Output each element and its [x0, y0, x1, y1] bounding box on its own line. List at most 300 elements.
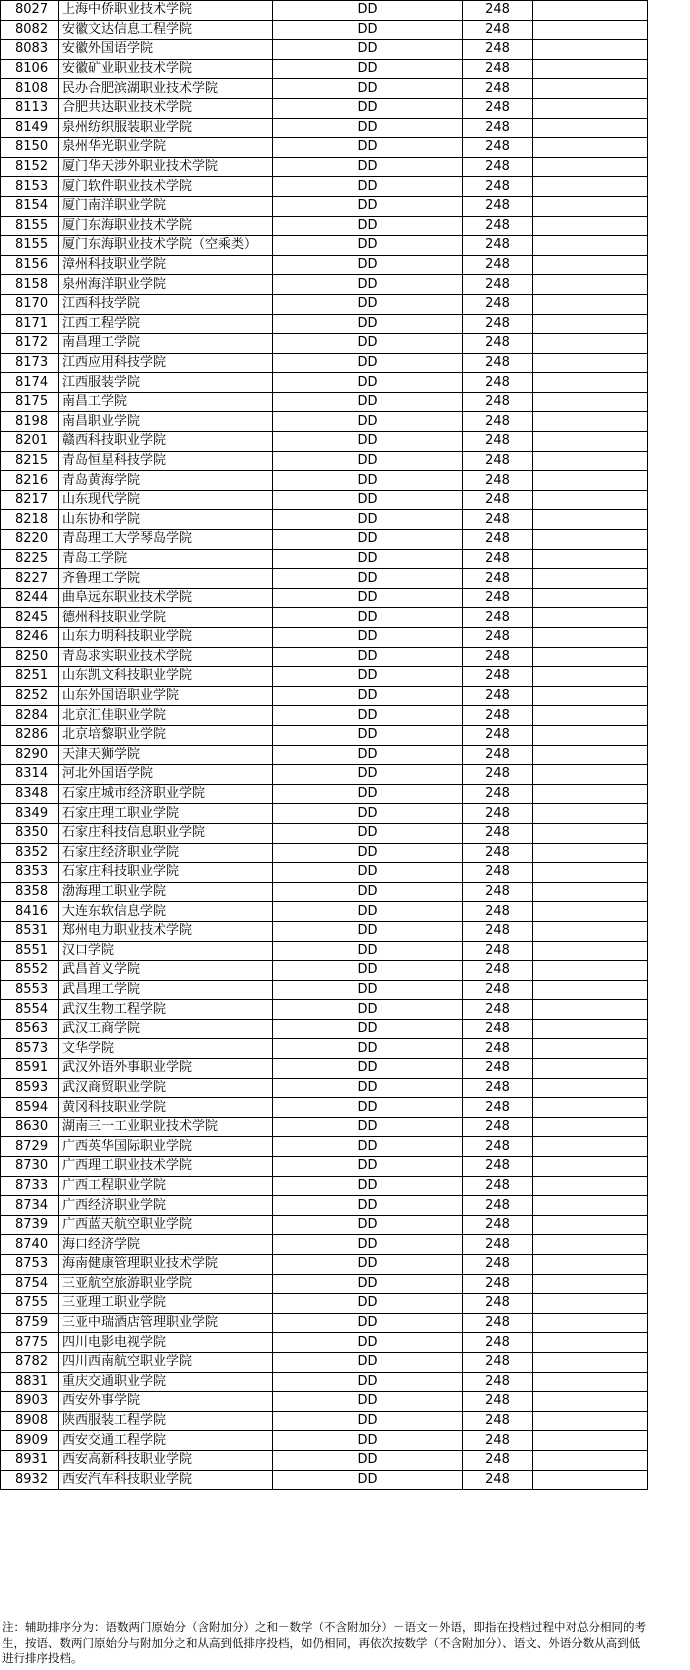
college-name-cell: 广西工程职业学院 [59, 1176, 273, 1196]
remark-cell [533, 510, 648, 530]
batch-cell: DD [273, 549, 463, 569]
score-cell: 248 [463, 1137, 533, 1157]
college-name-cell: 海口经济学院 [59, 1235, 273, 1255]
table-row [1, 20, 648, 40]
college-name-cell: 南昌理工学院 [59, 334, 273, 354]
college-name-cell: 大连东软信息学院 [59, 902, 273, 922]
college-code-cell: 8155 [1, 236, 59, 256]
college-name-cell: 西安高新科技职业学院 [59, 1450, 273, 1470]
batch-cell: DD [273, 784, 463, 804]
remark-cell [533, 177, 648, 197]
table-row [1, 882, 648, 902]
college-code-cell: 8174 [1, 373, 59, 393]
college-code-cell: 8552 [1, 961, 59, 981]
college-name-cell: 广西英华国际职业学院 [59, 1137, 273, 1157]
college-code-cell: 8201 [1, 432, 59, 452]
college-name-cell: 漳州科技职业学院 [59, 255, 273, 275]
college-name-cell: 山东现代学院 [59, 490, 273, 510]
batch-cell: DD [273, 59, 463, 79]
batch-cell: DD [273, 745, 463, 765]
batch-cell: DD [273, 902, 463, 922]
college-code-cell: 8593 [1, 1078, 59, 1098]
table-row [1, 1019, 648, 1039]
college-name-cell: 三亚中瑞酒店管理职业学院 [59, 1313, 273, 1333]
college-code-cell: 8156 [1, 255, 59, 275]
remark-cell [533, 1450, 648, 1470]
remark-cell [533, 79, 648, 99]
remark-cell [533, 1294, 648, 1314]
table-row [1, 1235, 648, 1255]
table-row [1, 216, 648, 236]
table-row [1, 530, 648, 550]
table-row [1, 40, 648, 60]
remark-cell [533, 118, 648, 138]
college-code-cell: 8198 [1, 412, 59, 432]
batch-cell: DD [273, 20, 463, 40]
college-code-cell: 8739 [1, 1215, 59, 1235]
college-code-cell: 8113 [1, 98, 59, 118]
college-name-cell: 青岛黄海学院 [59, 471, 273, 491]
table-row [1, 784, 648, 804]
college-code-cell: 8108 [1, 79, 59, 99]
remark-cell [533, 1019, 648, 1039]
batch-cell: DD [273, 725, 463, 745]
score-cell: 248 [463, 294, 533, 314]
remark-cell [533, 804, 648, 824]
college-code-cell: 8220 [1, 530, 59, 550]
college-code-cell: 8630 [1, 1117, 59, 1137]
college-code-cell: 8416 [1, 902, 59, 922]
college-name-cell: 海南健康管理职业技术学院 [59, 1255, 273, 1275]
batch-cell: DD [273, 138, 463, 158]
table-row [1, 1274, 648, 1294]
remark-cell [533, 392, 648, 412]
table-row [1, 1, 648, 21]
table-row [1, 765, 648, 785]
table-row [1, 745, 648, 765]
table-row [1, 902, 648, 922]
college-code-cell: 8172 [1, 334, 59, 354]
remark-cell [533, 588, 648, 608]
college-code-cell: 8591 [1, 1059, 59, 1079]
batch-cell: DD [273, 1019, 463, 1039]
remark-cell [533, 1431, 648, 1451]
batch-cell: DD [273, 1470, 463, 1490]
college-code-cell: 8251 [1, 667, 59, 687]
batch-cell: DD [273, 40, 463, 60]
table-row [1, 1470, 648, 1490]
score-cell: 248 [463, 255, 533, 275]
batch-cell: DD [273, 530, 463, 550]
table-row [1, 118, 648, 138]
score-cell: 248 [463, 647, 533, 667]
college-name-cell: 重庆交通职业学院 [59, 1372, 273, 1392]
table-row [1, 1411, 648, 1431]
table-row [1, 863, 648, 883]
score-cell: 248 [463, 667, 533, 687]
college-code-cell: 8755 [1, 1294, 59, 1314]
batch-cell: DD [273, 255, 463, 275]
score-cell: 248 [463, 725, 533, 745]
score-cell: 248 [463, 1176, 533, 1196]
remark-cell [533, 255, 648, 275]
score-cell: 248 [463, 392, 533, 412]
college-name-cell: 北京培黎职业学院 [59, 725, 273, 745]
batch-cell: DD [273, 177, 463, 197]
remark-cell [533, 236, 648, 256]
college-code-cell: 8225 [1, 549, 59, 569]
college-name-cell: 青岛恒星科技学院 [59, 451, 273, 471]
batch-cell: DD [273, 471, 463, 491]
college-code-cell: 8350 [1, 823, 59, 843]
batch-cell: DD [273, 1059, 463, 1079]
college-code-cell: 8175 [1, 392, 59, 412]
batch-cell: DD [273, 1000, 463, 1020]
score-cell: 248 [463, 765, 533, 785]
college-name-cell: 德州科技职业学院 [59, 608, 273, 628]
table-row [1, 373, 648, 393]
score-cell: 248 [463, 1, 533, 21]
college-name-cell: 文华学院 [59, 1039, 273, 1059]
score-cell: 248 [463, 353, 533, 373]
college-code-cell: 8150 [1, 138, 59, 158]
batch-cell: DD [273, 647, 463, 667]
remark-cell [533, 216, 648, 236]
college-name-cell: 齐鲁理工学院 [59, 569, 273, 589]
score-cell: 248 [463, 784, 533, 804]
college-code-cell: 8149 [1, 118, 59, 138]
batch-cell: DD [273, 1411, 463, 1431]
remark-cell [533, 157, 648, 177]
college-code-cell: 8153 [1, 177, 59, 197]
score-cell: 248 [463, 1078, 533, 1098]
batch-cell: DD [273, 1078, 463, 1098]
footnote: 注：辅助排序分为：语数两门原始分（含附加分）之和－数学（不含附加分）－语文－外语，即指在投档过程中对总分相同的考生，按语、数两门原始分与附加分之和从高到低排序投档，如仍相同，再依次按数学（不含附加分）、语文、外语分数从高到低进行排序投档。 [2, 1620, 646, 1665]
score-cell: 248 [463, 686, 533, 706]
table-row [1, 569, 648, 589]
score-cell: 248 [463, 902, 533, 922]
score-cell: 248 [463, 314, 533, 334]
table-row [1, 961, 648, 981]
score-cell: 248 [463, 1352, 533, 1372]
table-row [1, 823, 648, 843]
score-cell: 248 [463, 1059, 533, 1079]
score-cell: 248 [463, 177, 533, 197]
college-name-cell: 江西科技学院 [59, 294, 273, 314]
table-row [1, 1431, 648, 1451]
score-cell: 248 [463, 1235, 533, 1255]
college-code-cell: 8353 [1, 863, 59, 883]
score-cell: 248 [463, 1039, 533, 1059]
score-cell: 248 [463, 138, 533, 158]
table-row [1, 1039, 648, 1059]
batch-cell: DD [273, 628, 463, 648]
score-cell: 248 [463, 1372, 533, 1392]
remark-cell [533, 706, 648, 726]
table-body [1, 1, 648, 1490]
batch-cell: DD [273, 353, 463, 373]
college-name-cell: 赣西科技职业学院 [59, 432, 273, 452]
college-name-cell: 泉州华光职业学院 [59, 138, 273, 158]
score-cell: 248 [463, 79, 533, 99]
remark-cell [533, 471, 648, 491]
college-code-cell: 8573 [1, 1039, 59, 1059]
batch-cell: DD [273, 412, 463, 432]
table-row [1, 549, 648, 569]
batch-cell: DD [273, 157, 463, 177]
remark-cell [533, 1098, 648, 1118]
score-cell: 248 [463, 1000, 533, 1020]
score-cell: 248 [463, 1117, 533, 1137]
college-code-cell: 8734 [1, 1196, 59, 1216]
score-cell: 248 [463, 1294, 533, 1314]
score-cell: 248 [463, 882, 533, 902]
college-code-cell: 8027 [1, 1, 59, 21]
college-name-cell: 安徽文达信息工程学院 [59, 20, 273, 40]
college-code-cell: 8244 [1, 588, 59, 608]
remark-cell [533, 1372, 648, 1392]
remark-cell [533, 490, 648, 510]
batch-cell: DD [273, 216, 463, 236]
batch-cell: DD [273, 118, 463, 138]
college-name-cell: 泉州海洋职业学院 [59, 275, 273, 295]
remark-cell [533, 1352, 648, 1372]
college-name-cell: 三亚理工职业学院 [59, 1294, 273, 1314]
college-name-cell: 合肥共达职业技术学院 [59, 98, 273, 118]
batch-cell: DD [273, 79, 463, 99]
table-row [1, 157, 648, 177]
batch-cell: DD [273, 1137, 463, 1157]
batch-cell: DD [273, 236, 463, 256]
college-name-cell: 厦门软件职业技术学院 [59, 177, 273, 197]
table-row [1, 255, 648, 275]
college-code-cell: 8932 [1, 1470, 59, 1490]
remark-cell [533, 530, 648, 550]
remark-cell [533, 1039, 648, 1059]
college-name-cell: 江西工程学院 [59, 314, 273, 334]
college-code-cell: 8216 [1, 471, 59, 491]
college-name-cell: 南昌职业学院 [59, 412, 273, 432]
remark-cell [533, 1333, 648, 1353]
remark-cell [533, 647, 648, 667]
table-row [1, 490, 648, 510]
college-name-cell: 安徽外国语学院 [59, 40, 273, 60]
table-row [1, 1313, 648, 1333]
table-row [1, 1098, 648, 1118]
college-name-cell: 山东凯文科技职业学院 [59, 667, 273, 687]
college-code-cell: 8152 [1, 157, 59, 177]
batch-cell: DD [273, 1352, 463, 1372]
remark-cell [533, 1255, 648, 1275]
score-cell: 248 [463, 980, 533, 1000]
college-name-cell: 武汉工商学院 [59, 1019, 273, 1039]
batch-cell: DD [273, 1372, 463, 1392]
college-code-cell: 8250 [1, 647, 59, 667]
college-code-cell: 8290 [1, 745, 59, 765]
college-code-cell: 8554 [1, 1000, 59, 1020]
table-row [1, 98, 648, 118]
batch-cell: DD [273, 1255, 463, 1275]
college-name-cell: 四川西南航空职业学院 [59, 1352, 273, 1372]
batch-cell: DD [273, 921, 463, 941]
college-name-cell: 河北外国语学院 [59, 765, 273, 785]
score-cell: 248 [463, 1215, 533, 1235]
college-code-cell: 8349 [1, 804, 59, 824]
college-code-cell: 8158 [1, 275, 59, 295]
table-row [1, 921, 648, 941]
remark-cell [533, 1274, 648, 1294]
college-name-cell: 厦门东海职业技术学院 [59, 216, 273, 236]
score-cell: 248 [463, 98, 533, 118]
remark-cell [533, 843, 648, 863]
batch-cell: DD [273, 1215, 463, 1235]
remark-cell [533, 1215, 648, 1235]
batch-cell: DD [273, 588, 463, 608]
table-row [1, 804, 648, 824]
college-name-cell: 武汉外语外事职业学院 [59, 1059, 273, 1079]
remark-cell [533, 1059, 648, 1079]
college-code-cell: 8083 [1, 40, 59, 60]
table-row [1, 79, 648, 99]
remark-cell [533, 863, 648, 883]
remark-cell [533, 921, 648, 941]
score-cell: 248 [463, 1333, 533, 1353]
remark-cell [533, 1000, 648, 1020]
batch-cell: DD [273, 1450, 463, 1470]
remark-cell [533, 745, 648, 765]
remark-cell [533, 275, 648, 295]
batch-cell: DD [273, 373, 463, 393]
table-row [1, 1157, 648, 1177]
table-row [1, 1215, 648, 1235]
college-code-cell: 8730 [1, 1157, 59, 1177]
remark-cell [533, 784, 648, 804]
table-row [1, 706, 648, 726]
college-code-cell: 8106 [1, 59, 59, 79]
table-row [1, 588, 648, 608]
batch-cell: DD [273, 1274, 463, 1294]
batch-cell: DD [273, 1235, 463, 1255]
remark-cell [533, 1196, 648, 1216]
table-row [1, 1137, 648, 1157]
table-row [1, 1059, 648, 1079]
table-row [1, 725, 648, 745]
table-row [1, 1078, 648, 1098]
college-code-cell: 8531 [1, 921, 59, 941]
college-code-cell: 8252 [1, 686, 59, 706]
table-row [1, 412, 648, 432]
remark-cell [533, 1411, 648, 1431]
score-cell: 248 [463, 745, 533, 765]
batch-cell: DD [273, 1294, 463, 1314]
college-code-cell: 8553 [1, 980, 59, 1000]
batch-cell: DD [273, 1313, 463, 1333]
batch-cell: DD [273, 941, 463, 961]
table-row [1, 510, 648, 530]
score-cell: 248 [463, 510, 533, 530]
college-name-cell: 山东外国语职业学院 [59, 686, 273, 706]
score-cell: 248 [463, 490, 533, 510]
score-cell: 248 [463, 1274, 533, 1294]
table-row [1, 59, 648, 79]
batch-cell: DD [273, 196, 463, 216]
score-cell: 248 [463, 1019, 533, 1039]
college-code-cell: 8782 [1, 1352, 59, 1372]
table-row [1, 941, 648, 961]
remark-cell [533, 725, 648, 745]
batch-cell: DD [273, 608, 463, 628]
score-cell: 248 [463, 823, 533, 843]
college-name-cell: 厦门南洋职业学院 [59, 196, 273, 216]
score-cell: 248 [463, 1098, 533, 1118]
score-cell: 248 [463, 471, 533, 491]
remark-cell [533, 628, 648, 648]
college-code-cell: 8217 [1, 490, 59, 510]
score-cell: 248 [463, 530, 533, 550]
score-cell: 248 [463, 588, 533, 608]
college-name-cell: 郑州电力职业技术学院 [59, 921, 273, 941]
table-row [1, 1117, 648, 1137]
remark-cell [533, 59, 648, 79]
college-code-cell: 8170 [1, 294, 59, 314]
remark-cell [533, 608, 648, 628]
college-name-cell: 四川电影电视学院 [59, 1333, 273, 1353]
table-row [1, 1372, 648, 1392]
batch-cell: DD [273, 275, 463, 295]
college-name-cell: 武汉商贸职业学院 [59, 1078, 273, 1098]
score-cell: 248 [463, 706, 533, 726]
remark-cell [533, 1137, 648, 1157]
table-row [1, 667, 648, 687]
score-cell: 248 [463, 608, 533, 628]
table-row [1, 138, 648, 158]
remark-cell [533, 138, 648, 158]
table-row [1, 980, 648, 1000]
college-name-cell: 西安汽车科技职业学院 [59, 1470, 273, 1490]
score-cell: 248 [463, 118, 533, 138]
remark-cell [533, 294, 648, 314]
score-cell: 248 [463, 863, 533, 883]
table-row [1, 314, 648, 334]
remark-cell [533, 765, 648, 785]
score-cell: 248 [463, 334, 533, 354]
table-row [1, 1352, 648, 1372]
remark-cell [533, 667, 648, 687]
batch-cell: DD [273, 882, 463, 902]
batch-cell: DD [273, 451, 463, 471]
batch-cell: DD [273, 510, 463, 530]
college-code-cell: 8154 [1, 196, 59, 216]
remark-cell [533, 1176, 648, 1196]
batch-cell: DD [273, 98, 463, 118]
college-code-cell: 8754 [1, 1274, 59, 1294]
remark-cell [533, 1078, 648, 1098]
score-cell: 248 [463, 961, 533, 981]
remark-cell [533, 902, 648, 922]
remark-cell [533, 1157, 648, 1177]
batch-cell: DD [273, 1117, 463, 1137]
college-name-cell: 陕西服装工程学院 [59, 1411, 273, 1431]
score-cell: 248 [463, 549, 533, 569]
batch-cell: DD [273, 706, 463, 726]
remark-cell [533, 1, 648, 21]
remark-cell [533, 980, 648, 1000]
score-cell: 248 [463, 216, 533, 236]
table-row [1, 1000, 648, 1020]
batch-cell: DD [273, 804, 463, 824]
college-code-cell: 8245 [1, 608, 59, 628]
score-cell: 248 [463, 804, 533, 824]
